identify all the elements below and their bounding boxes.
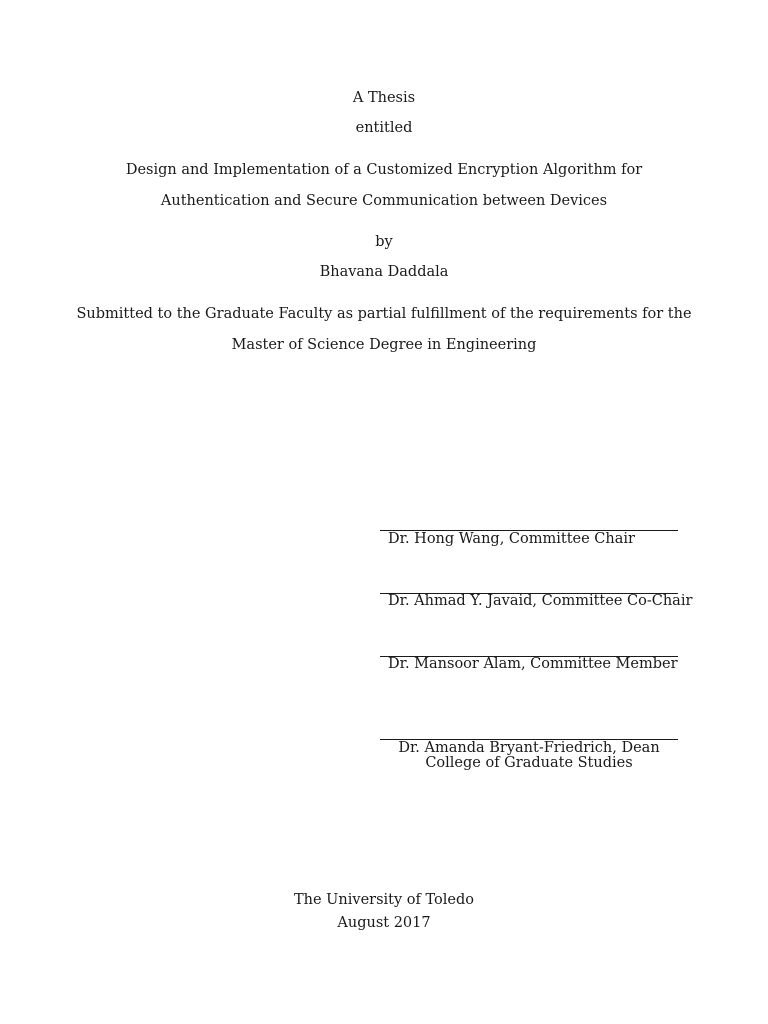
by-label: by <box>375 234 393 250</box>
thesis-title-line-2: Authentication and Secure Communication between Devices <box>160 193 608 209</box>
committee-co-chair-label: Dr. Ahmad Y. Javaid, Committee Co-Chair <box>388 593 693 609</box>
submission-statement-line-2: Master of Science Degree in Engineering <box>231 337 537 353</box>
document-type: A Thesis <box>352 90 416 106</box>
entitled-label: entitled <box>355 120 413 136</box>
dean-name-label: Dr. Amanda Bryant-Friedrich, Dean <box>398 740 660 756</box>
author-name: Bhavana Daddala <box>319 264 449 280</box>
committee-chair-label: Dr. Hong Wang, Committee Chair <box>388 531 635 547</box>
committee-member-label: Dr. Mansoor Alam, Committee Member <box>388 656 678 672</box>
university-name: The University of Toledo <box>293 892 475 908</box>
dean-college-label: College of Graduate Studies <box>425 755 633 771</box>
thesis-title-line-1: Design and Implementation of a Customized Encryption Algorithm for <box>125 162 643 178</box>
submission-date: August 2017 <box>337 915 431 931</box>
submission-statement-line-1: Submitted to the Graduate Faculty as partial fulfillment of the requirements for the <box>76 306 692 322</box>
